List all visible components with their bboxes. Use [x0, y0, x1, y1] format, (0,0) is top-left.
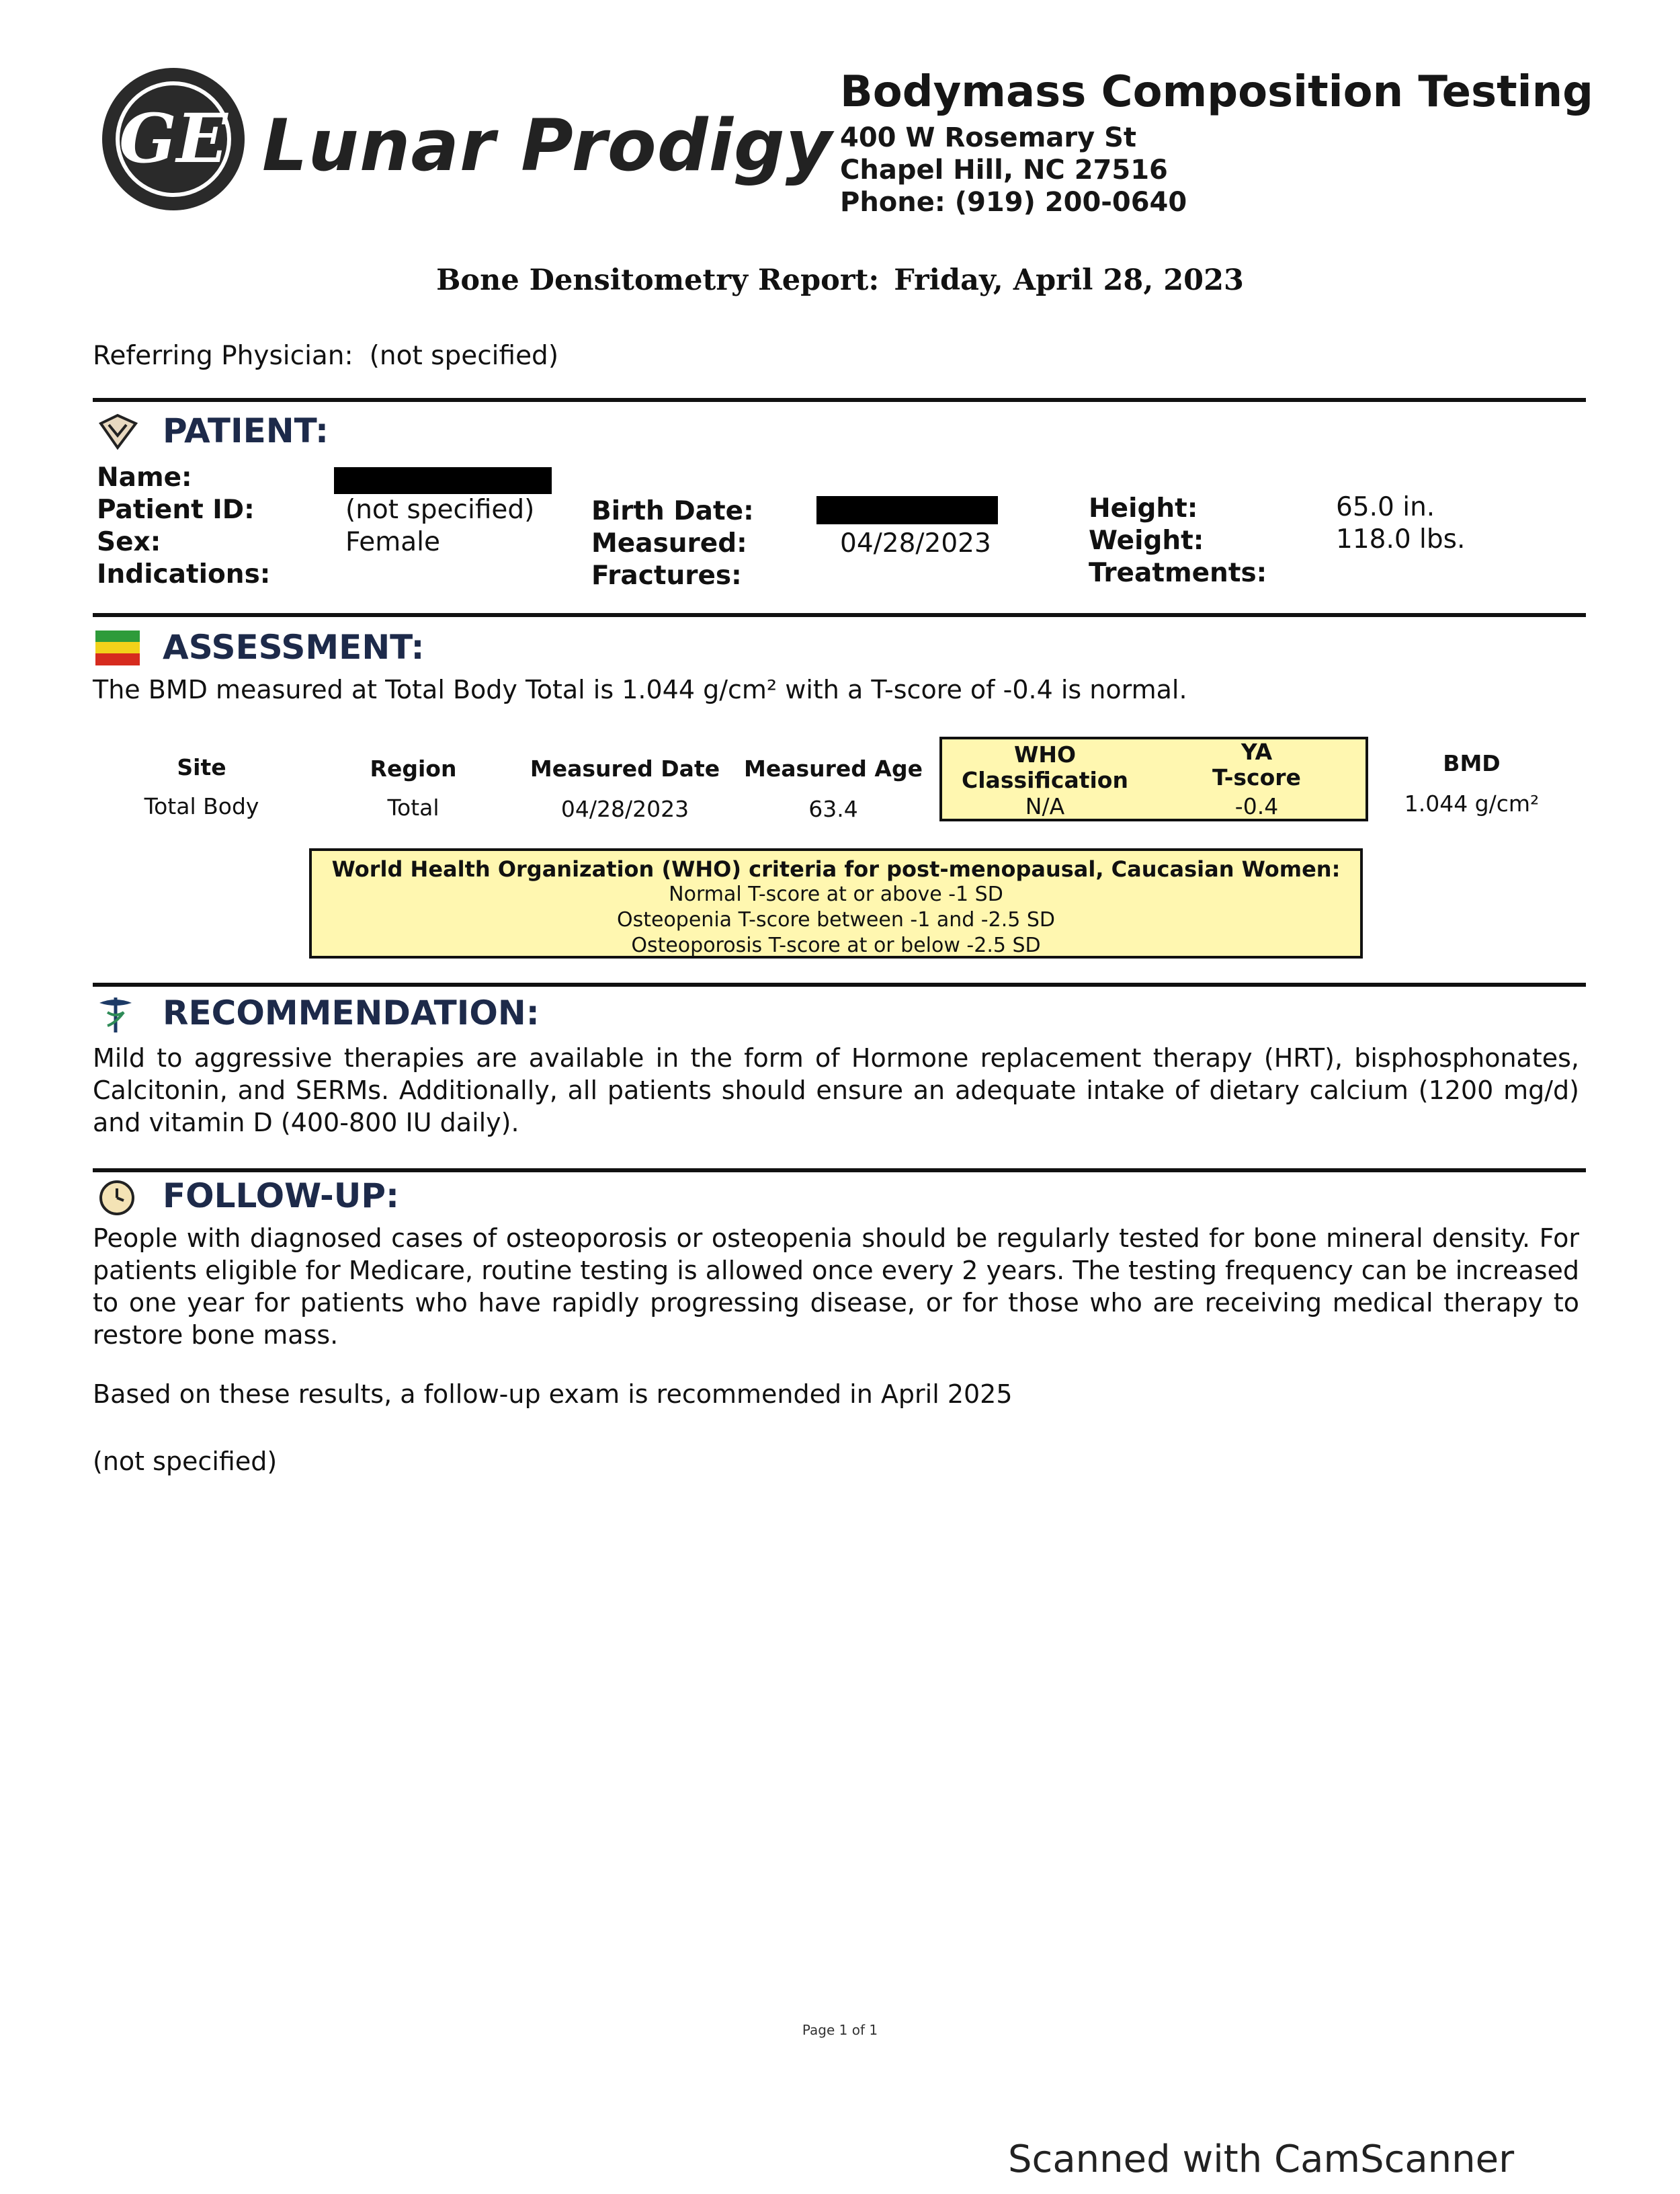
- patient-section-title: PATIENT:: [163, 411, 329, 450]
- clock-icon: [97, 1178, 144, 1218]
- cell-who: N/A: [1025, 793, 1065, 819]
- col-header-region: Region: [370, 756, 457, 782]
- divider: [93, 983, 1586, 987]
- page-number: Page 1 of 1: [802, 2022, 878, 2038]
- cell-bmd: 1.044 g/cm²: [1404, 790, 1540, 817]
- assessment-icon: [95, 631, 142, 671]
- followup-text: People with diagnosed cases of osteoporosis or osteopenia should be regularly tested for bone mineral density. For patients eligible for Medicare, routine testing is allowed once every 2 years. The testing frequency can be increased to one year for patients who have rapidly progressing disease, or for those who are receiving medical therapy to restore bone mass.: [93, 1223, 1579, 1350]
- sex-label: Sex:: [97, 527, 161, 557]
- followup-section-title: FOLLOW-UP:: [163, 1176, 400, 1215]
- name-label: Name:: [97, 462, 192, 493]
- col-header-measured-date: Measured Date: [530, 756, 720, 782]
- ge-logo: [98, 64, 249, 214]
- sex-value: Female: [345, 527, 441, 557]
- caduceus-icon: [95, 995, 142, 1035]
- assessment-section-title: ASSESSMENT:: [163, 628, 425, 667]
- report-title-label: Bone Densitometry Report:: [436, 263, 880, 297]
- patient-id-value: (not specified): [345, 495, 535, 525]
- referring-physician-value: (not specified): [369, 341, 559, 371]
- who-criteria-osteopenia: Osteopenia T-score between -1 and -2.5 SD: [616, 908, 1056, 932]
- name-redaction: [334, 467, 552, 494]
- ge-logo-monogram: GE: [119, 99, 228, 178]
- who-criteria-osteoporosis: Osteoporosis T-score at or below -2.5 SD: [631, 934, 1041, 957]
- weight-label: Weight:: [1089, 526, 1204, 556]
- indications-label: Indications:: [97, 559, 271, 590]
- height-value: 65.0 in.: [1336, 492, 1435, 522]
- referring-physician-label: Referring Physician:: [93, 341, 353, 371]
- cell-region: Total: [387, 795, 439, 821]
- patient-id-label: Patient ID:: [97, 495, 255, 525]
- assessment-summary: The BMD measured at Total Body Total is 1.044 g/cm² with a T-score of -0.4 is normal.: [93, 675, 1187, 704]
- divider: [93, 613, 1586, 617]
- org-address-line2: Chapel Hill, NC 27516: [840, 155, 1168, 186]
- col-header-ya-line1: YA: [1241, 739, 1273, 765]
- cell-measured-age: 63.4: [808, 796, 858, 822]
- col-header-bmd: BMD: [1443, 750, 1501, 776]
- col-header-ya: [1169, 739, 1344, 790]
- cell-site: Total Body: [144, 793, 259, 819]
- recommendation-section-title: RECOMMENDATION:: [163, 993, 540, 1032]
- divider: [93, 398, 1586, 402]
- divider: [93, 1168, 1586, 1172]
- referring-physician: [93, 341, 558, 371]
- org-address-line1: 400 W Rosemary St: [840, 122, 1137, 153]
- report-date: Friday, April 28, 2023: [894, 263, 1244, 297]
- cell-ya: -0.4: [1234, 793, 1279, 819]
- measured-value: 04/28/2023: [840, 528, 991, 559]
- followup-next-exam: Based on these results, a follow-up exam is recommended in April 2025: [93, 1379, 1013, 1409]
- recommendation-text: Mild to aggressive therapies are available in the form of Hormone replacement therapy (HRT), bisphosphonates, Calcitonin, and SERMs. Additionally, all patients should ensure an adequate intake of dietary calcium (1200 mg/d) and vitamin D (400-800 IU daily).: [93, 1043, 1579, 1137]
- who-criteria-normal: Normal T-score at or above -1 SD: [669, 883, 1003, 906]
- birth-date-label: Birth Date:: [591, 496, 754, 526]
- col-header-measured-age: Measured Age: [744, 756, 923, 782]
- col-header-ya-line2: T-score: [1212, 764, 1301, 790]
- col-header-who-line2: Classification: [962, 767, 1128, 793]
- cell-measured-date: 04/28/2023: [560, 796, 689, 822]
- org-name: Bodymass Composition Testing: [840, 67, 1593, 117]
- org-phone: Phone: (919) 200-0640: [840, 187, 1187, 218]
- who-criteria-box: [309, 848, 1363, 959]
- col-header-who: [954, 742, 1136, 793]
- height-label: Height:: [1089, 493, 1198, 524]
- birth-date-redaction: [816, 496, 998, 524]
- measured-label: Measured:: [591, 528, 747, 559]
- patient-icon: [94, 411, 141, 452]
- treatments-label: Treatments:: [1089, 558, 1267, 588]
- col-header-site: Site: [177, 754, 226, 780]
- followup-note: (not specified): [93, 1447, 278, 1476]
- weight-value: 118.0 lbs.: [1336, 524, 1466, 555]
- logo-text: Lunar Prodigy: [262, 104, 833, 187]
- col-header-who-line1: WHO: [1013, 741, 1077, 768]
- who-criteria-heading: World Health Organization (WHO) criteria for post-menopausal, Caucasian Women:: [331, 856, 1341, 882]
- fractures-label: Fractures:: [591, 561, 742, 591]
- report-title: [0, 263, 1680, 297]
- scanner-watermark: Scanned with CamScanner: [1008, 2138, 1515, 2181]
